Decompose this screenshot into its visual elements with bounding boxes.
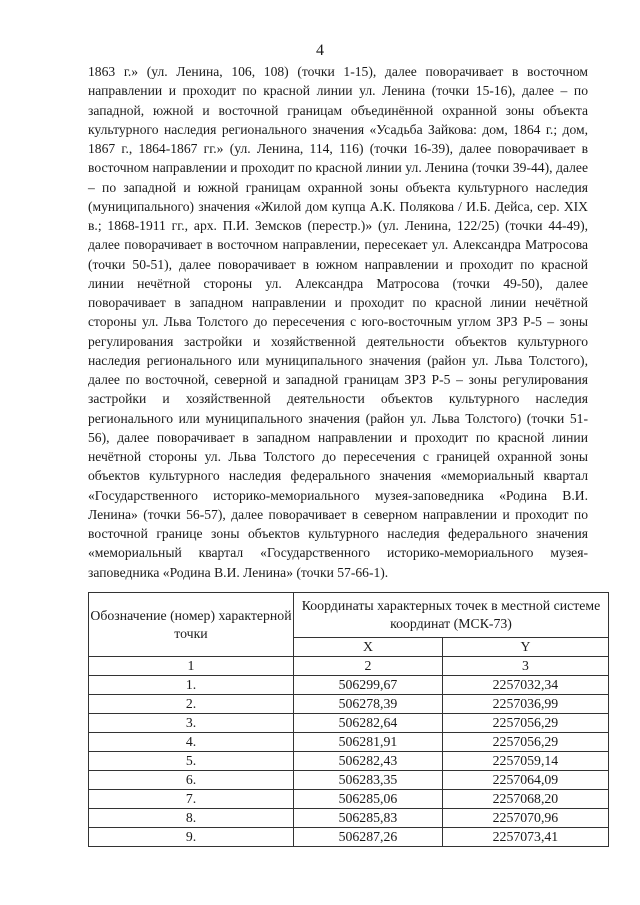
point-number: 7. — [89, 790, 294, 809]
table-row — [89, 809, 609, 828]
point-number: 8. — [89, 809, 294, 828]
point-number: 3. — [89, 714, 294, 733]
table-row — [89, 733, 609, 752]
y-value: 2257073,41 — [442, 828, 608, 847]
x-value: 506287,26 — [294, 828, 443, 847]
y-value: 2257032,34 — [442, 676, 608, 695]
header-point-designation: Обозначение (номер) характерной точки — [89, 593, 294, 657]
column-number: 3 — [442, 657, 608, 676]
y-value: 2257070,96 — [442, 809, 608, 828]
y-value: 2257036,99 — [442, 695, 608, 714]
table-row — [89, 752, 609, 771]
table-row — [89, 714, 609, 733]
x-value: 506299,67 — [294, 676, 443, 695]
point-number: 1. — [89, 676, 294, 695]
table-row — [89, 828, 609, 847]
x-value: 506285,06 — [294, 790, 443, 809]
header-y: Y — [442, 638, 608, 657]
y-value: 2257059,14 — [442, 752, 608, 771]
point-number: 4. — [89, 733, 294, 752]
table-row — [89, 771, 609, 790]
table-row — [89, 790, 609, 809]
table-row — [89, 695, 609, 714]
y-value: 2257064,09 — [442, 771, 608, 790]
column-number: 2 — [294, 657, 443, 676]
x-value: 506281,91 — [294, 733, 443, 752]
column-number: 1 — [89, 657, 294, 676]
x-value: 506285,83 — [294, 809, 443, 828]
x-value: 506283,35 — [294, 771, 443, 790]
point-number: 2. — [89, 695, 294, 714]
x-value: 506282,64 — [294, 714, 443, 733]
y-value: 2257068,20 — [442, 790, 608, 809]
x-value: 506278,39 — [294, 695, 443, 714]
coordinates-table — [88, 592, 609, 847]
page-number: 4 — [316, 42, 324, 59]
table-row — [89, 676, 609, 695]
header-coordinates: Координаты характерных точек в местной системе координат (МСК-73) — [294, 593, 609, 638]
point-number: 9. — [89, 828, 294, 847]
body-paragraph: 1863 г.» (ул. Ленина, 106, 108) (точки 1-15), далее поворачивает в восточном направлении и проходит по красной линии ул. Ленина (точки 15-16), далее – по западной, южной и восточной границам объединённой охранной зоны объекта культурного наследия регионального значения «Усадьба Зайкова: дом, 1864 г.; дом, 1867 г., 1864-1867 гг.» (ул. Ленина, 114, 116) (точки 16-39), далее поворачивает в восточном направлении и проходит по красной линии ул. Ленина (точки 39-44), далее – по западной и южной границам охранной зоны объекта культурного наследия (муниципального) значения «Жилой дом купца А.К. Полякова / И.Б. Дейса, сер. XIX в.; 1868-1911 гг., арх. П.И. Земсков (перестр.)» (ул. Ленина, 122/25) (точки 44-49), далее поворачивает в восточном направлении, пересекает ул. Александра Матросова (точки 50-51), далее поворачивает в южном направлении и проходит по красной линии нечётной стороны ул. Александра Матросова (точки 49-50), далее поворачивает в западном направлении и проходит по красной линии нечётной стороны ул. Льва Толстого до пересечения с юго-восточным углом ЗРЗ Р-5 – зоны регулирования застройки и хозяйственной деятельности объектов культурного наследия регионального или муниципального значения (район ул. Льва Толстого), далее по восточной, северной и западной границам ЗРЗ Р-5 – зоны регулирования застройки и хозяйственной деятельности объектов культурного наследия регионального или муниципального значения (район ул. Льва Толстого) (точки 51-56), далее поворачивает в западном направлении и проходит по красной линии нечётной стороны ул. Льва Толстого до пересечения с границей охранной зоны объектов культурного наследия федерального значения «мемориальный квартал «Государственного историко-мемориального музея-заповедника «Родина В.И. Ленина» (точки 56-57), далее поворачивает в северном направлении и проходит по восточной границе зоны объектов культурного наследия федерального значения «мемориальный квартал «Государственного историко-мемориального музея-заповедника «Родина В.И. Ленина» (точки 57-66-1). — [88, 64, 588, 580]
point-number: 5. — [89, 752, 294, 771]
x-value: 506282,43 — [294, 752, 443, 771]
header-x: X — [294, 638, 443, 657]
y-value: 2257056,29 — [442, 733, 608, 752]
point-number: 6. — [89, 771, 294, 790]
y-value: 2257056,29 — [442, 714, 608, 733]
